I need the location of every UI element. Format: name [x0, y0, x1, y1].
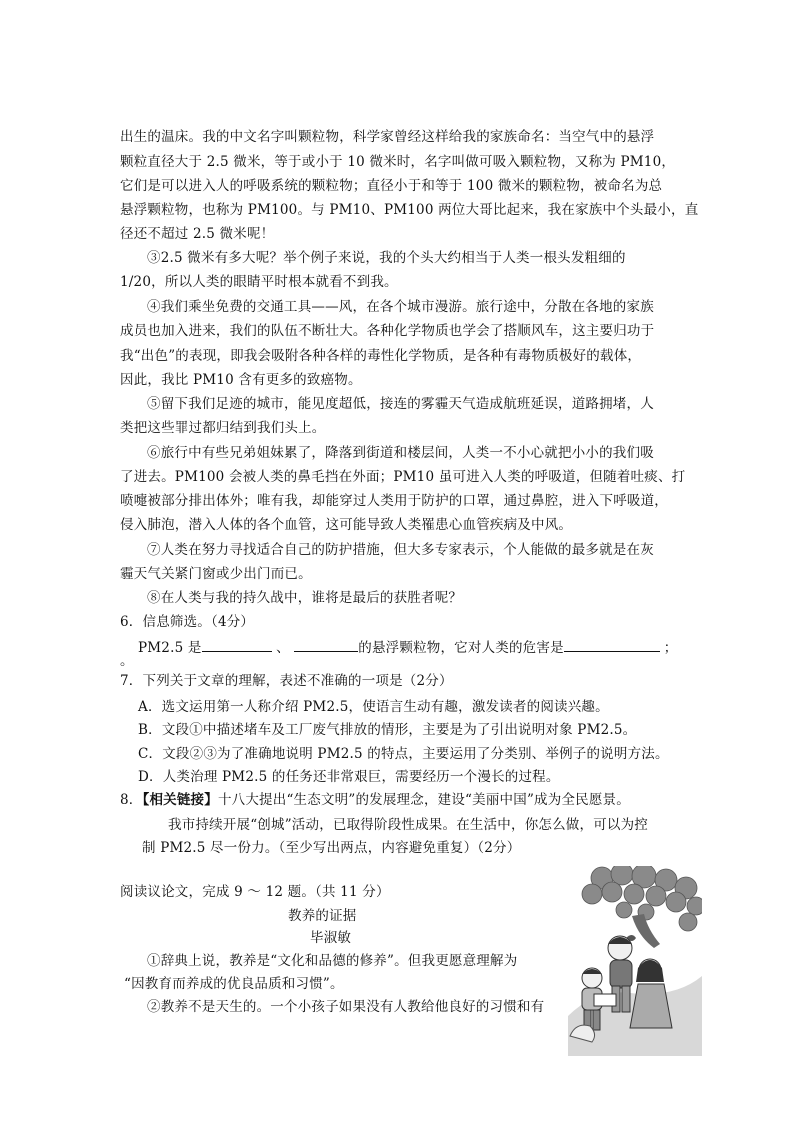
q6-end: ； [663, 640, 678, 656]
paragraph-5: ⑤留下我们足迹的城市，能见度超低，接连的雾霾天气造成航班延误，道路拥堵，人 [147, 396, 654, 412]
passage-line: 了进去。PM100 会被人类的鼻毛挡在外面；PM10 虽可进入人类的呼吸道，但随着吐痰、打 [120, 469, 686, 485]
passage-line: 1/20，所以人类的眼睛平时根本就看不到我。 [120, 274, 398, 290]
essay-author: 毕淑敏 [310, 930, 352, 946]
passage-line: 悬浮颗粒物，也称为 PM100。与 PM10、PM100 两位大哥比起来，我在家族中个头最小，直 [120, 202, 699, 218]
passage-line: 出生的温床。我的中文名字叫颗粒物，科学家曾经这样给我的家族命名：当空气中的悬浮 [120, 129, 655, 145]
q7-option-d[interactable]: D．人类治理 PM2.5 的任务还非常艰巨，需要经历一个漫长的过程。 [138, 769, 560, 785]
paragraph-4: ④我们乘坐免费的交通工具——风，在各个城市漫游。旅行途中，分散在各地的家族 [147, 299, 654, 315]
passage-line: 我“出色”的表现，即我会吸附各种各样的毒性化学物质，是各种有毒物质极好的载体， [120, 348, 642, 364]
q7-option-c[interactable]: C．文段②③为了准确地说明 PM2.5 的特点，主要运用了分类别、举例子的说明方法。 [138, 746, 669, 762]
q7-option-b[interactable]: B．文段①中描述堵车及工厂废气排放的情形，主要是为了引出说明对象 PM2.5。 [138, 722, 637, 738]
passage-line: 因此，我比 PM10 含有更多的致癌物。 [120, 372, 362, 388]
q8-line-3: 制 PM2.5 尽一份力。（至少写出两点，内容避免重复）（2分） [142, 840, 521, 856]
girl-figure [630, 959, 672, 1028]
q6-blank-3[interactable] [564, 637, 660, 652]
q8-line-1 [120, 790, 630, 810]
q8-text-1: 十八大提出“生态文明”的发展理念，建设“美丽中国”成为全民愿景。 [217, 792, 630, 808]
passage-line: 颗粒直径大于 2.5 微米，等于或小于 10 微米时，名字叫做可吸入颗粒物，又称为 PM10， [120, 154, 676, 170]
essay-title: 教养的证据 [288, 908, 357, 924]
passage-line: 喷嚏被部分排出体外；唯有我，却能穿过人类用于防护的口罩，通过鼻腔，进入下呼吸道， [120, 493, 668, 509]
passage-line: 它们是可以进入人的呼吸系统的颗粒物；直径小于和等于 100 微米的颗粒物，被命名为总 [120, 178, 663, 194]
q6-blank-2[interactable] [294, 637, 358, 652]
passage-line: 侵入肺泡，潜入人体的各个血管，这可能导致人类罹患心血管疾病及中风。 [120, 517, 573, 533]
paragraph-7: ⑦人类在努力寻找适合自己的防护措施，但大多专家表示，个人能做的最多就是在灰 [147, 542, 654, 558]
passage-line: 类把这些罪过都归结到我们头上。 [120, 420, 326, 436]
q6-fill-line [138, 637, 677, 658]
q6-text-1: PM2.5 是 [138, 640, 202, 656]
q6-separator: 、 [276, 640, 290, 656]
passage-line: 径还不超过 2.5 微米呢！ [120, 226, 275, 242]
paragraph-6: ⑥旅行中有些兄弟姐妹累了，降落到街道和楼层间，人类一不小心就把小小的我们吸 [147, 445, 654, 461]
q6-blank-1[interactable] [202, 637, 272, 652]
reading2-intro: 阅读议论文，完成 9 ～ 12 题。（共 11 分） [120, 884, 390, 900]
passage-line: 霾天气关紧门窗或少出门而已。 [120, 566, 312, 582]
essay-para-1: ①辞典上说，教养是“文化和品德的修养”。但我更愿意理解为 [147, 953, 518, 969]
q7-title: 7．下列关于文章的理解，表述不准确的一项是（2分） [120, 673, 453, 689]
q8-line-2: 我市持续开展“创城”活动，已取得阶段性成果。在生活中，你怎么做，可以为控 [168, 817, 649, 833]
paragraph-3: ③2.5 微米有多大呢？举个例子来说，我的个头大约相当于人类一根头发粗细的 [147, 250, 626, 266]
essay-line: “因教育而养成的优良品质和习惯”。 [124, 976, 344, 992]
q6-text-2: 的悬浮颗粒物，它对人类的危害是 [358, 640, 564, 656]
q8-tag: 【相关链接】 [142, 792, 218, 808]
q7-option-a[interactable]: A．选文运用第一人称介绍 PM2.5，使语言生动有趣，激发读者的阅读兴趣。 [138, 699, 609, 715]
passage-line: 成员也加入进来，我们的队伍不断壮大。各种化学物质也学会了搭顺风车，这主要归功于 [120, 323, 655, 339]
q6-tail: 。 [120, 653, 134, 669]
q6-title: 6．信息筛选。（4分） [120, 614, 255, 630]
essay-para-2: ②教养不是天生的。一个小孩子如果没有人教给他良好的习惯和有 [147, 999, 545, 1015]
q8-number: 8． [120, 792, 143, 808]
children-reading-illustration [568, 866, 702, 1056]
paragraph-8: ⑧在人类与我的持久战中，谁将是最后的获胜者呢？ [147, 590, 463, 606]
